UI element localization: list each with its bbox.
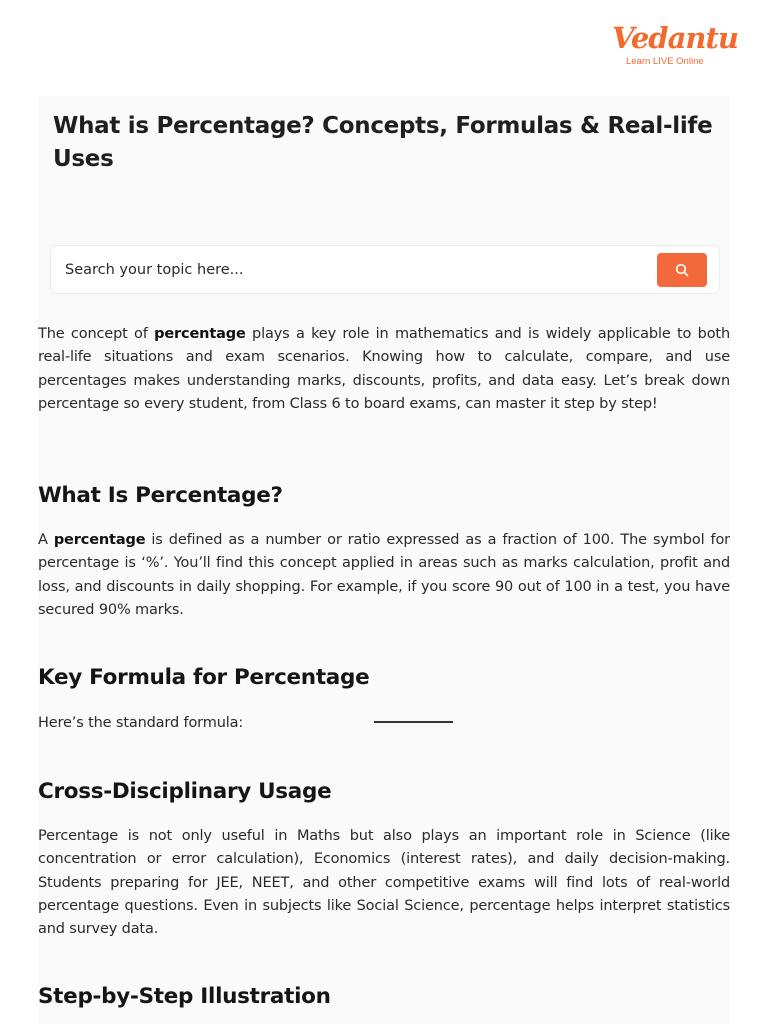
cross-disciplinary-paragraph: Percentage is not only useful in Maths but also plays an important role in Science (like concentration or error calculation), Economics (interest rates), and daily decision-making. Students preparing for JEE, NEET, and other competitive exams will find lots of real-world percentage questions. Even in subjects like Social Science, percentage helps interpret statistics and survey data.: [38, 828, 730, 938]
heading-key-formula: Key Formula for Percentage: [38, 665, 370, 690]
definition-paragraph: [38, 529, 730, 622]
search-button[interactable]: [657, 253, 707, 287]
intro-text-post: plays a key role in mathematics and is widely applicable to both real-life situations and exam scenarios. Knowing how to calculate, compare, and use percentages makes understanding marks, discounts, profits, and data easy. Let’s break down percentage so every student, from Class 6 to board exams, can master it step by step!: [38, 326, 730, 412]
formula-fraction-bar: [374, 721, 453, 723]
site-header: [0, 0, 768, 96]
page-title: What is Percentage? Concepts, Formulas & Real-life Uses: [53, 113, 713, 172]
intro-paragraph: [38, 323, 730, 416]
logo-tagline: Learn LIVE Online: [626, 56, 704, 67]
search-input[interactable]: [65, 259, 625, 281]
intro-keyword: percentage: [154, 326, 246, 342]
definition-text-pre: A: [38, 532, 54, 548]
definition-keyword: percentage: [53, 532, 146, 548]
heading-what-is-percentage: What Is Percentage?: [38, 483, 283, 508]
definition-text-post: is defined as a number or ratio expressed as a fraction of 100. The symbol for percentage is ‘%’. You’ll find this concept applied in areas such as marks calculation, profit and loss, and discounts in daily shopping. For example, if you score 90 out of 100 in a test, you have secured 90% marks.: [38, 532, 730, 618]
search-icon: [675, 263, 689, 277]
formula-intro: Here’s the standard formula:: [38, 715, 244, 731]
logo-wordmark: Vedantu: [612, 21, 738, 55]
heading-step-by-step: Step-by-Step Illustration: [38, 984, 331, 1009]
search-bar: [50, 245, 720, 294]
intro-text-pre: The concept of: [38, 326, 155, 342]
vedantu-logo[interactable]: [612, 20, 738, 72]
heading-cross-disciplinary: Cross-Disciplinary Usage: [38, 779, 332, 804]
